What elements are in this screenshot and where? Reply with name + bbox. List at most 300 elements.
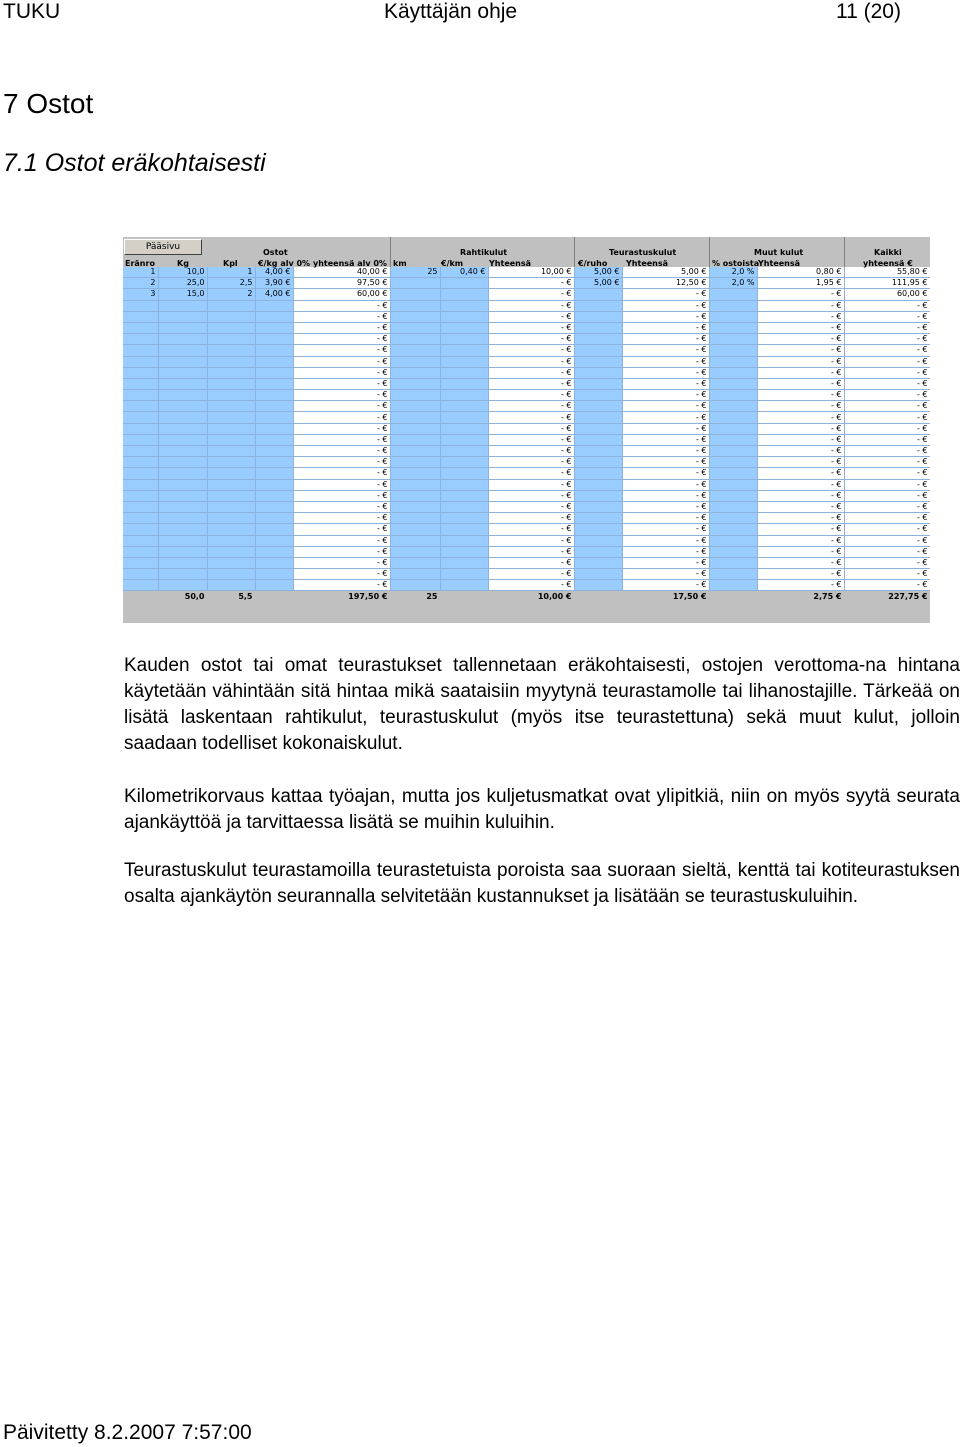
table-cell[interactable]: [255, 479, 293, 490]
table-cell[interactable]: - €: [293, 378, 390, 389]
table-cell[interactable]: [709, 345, 757, 356]
table-cell[interactable]: 0,40 €: [440, 267, 488, 278]
table-cell[interactable]: - €: [844, 390, 930, 401]
table-cell[interactable]: - €: [488, 334, 574, 345]
table-cell[interactable]: - €: [622, 289, 709, 300]
table-cell[interactable]: [207, 401, 255, 412]
table-cell[interactable]: - €: [844, 490, 930, 501]
table-cell[interactable]: - €: [293, 490, 390, 501]
table-cell[interactable]: [158, 378, 207, 389]
table-cell[interactable]: - €: [293, 390, 390, 401]
table-cell[interactable]: - €: [293, 468, 390, 479]
table-cell[interactable]: [207, 300, 255, 311]
table-cell[interactable]: [123, 501, 158, 512]
table-cell[interactable]: [123, 390, 158, 401]
table-cell[interactable]: 55,80 €: [844, 267, 930, 278]
table-cell[interactable]: [123, 580, 158, 591]
table-cell[interactable]: [158, 535, 207, 546]
table-cell[interactable]: - €: [488, 479, 574, 490]
table-cell[interactable]: - €: [488, 278, 574, 289]
table-cell[interactable]: - €: [293, 524, 390, 535]
table-cell[interactable]: [709, 513, 757, 524]
table-cell[interactable]: [255, 580, 293, 591]
table-cell[interactable]: - €: [757, 580, 844, 591]
table-cell[interactable]: [574, 390, 622, 401]
table-cell[interactable]: 2: [207, 289, 255, 300]
table-cell[interactable]: [440, 490, 488, 501]
table-cell[interactable]: - €: [757, 390, 844, 401]
table-cell[interactable]: [574, 311, 622, 322]
table-cell[interactable]: [255, 423, 293, 434]
table-cell[interactable]: - €: [622, 434, 709, 445]
table-cell[interactable]: - €: [757, 501, 844, 512]
table-cell[interactable]: - €: [757, 513, 844, 524]
table-cell[interactable]: [255, 546, 293, 557]
table-cell[interactable]: [207, 501, 255, 512]
table-cell[interactable]: [255, 378, 293, 389]
table-cell[interactable]: - €: [622, 490, 709, 501]
table-cell[interactable]: - €: [622, 356, 709, 367]
table-cell[interactable]: [390, 457, 440, 468]
table-cell[interactable]: [255, 356, 293, 367]
table-cell[interactable]: - €: [622, 479, 709, 490]
table-cell[interactable]: [207, 378, 255, 389]
table-cell[interactable]: [440, 524, 488, 535]
table-cell[interactable]: [207, 513, 255, 524]
table-cell[interactable]: - €: [488, 468, 574, 479]
table-cell[interactable]: [390, 569, 440, 580]
table-cell[interactable]: [440, 468, 488, 479]
table-cell[interactable]: [123, 345, 158, 356]
table-cell[interactable]: [207, 345, 255, 356]
table-cell[interactable]: [207, 524, 255, 535]
table-cell[interactable]: [574, 557, 622, 568]
table-cell[interactable]: - €: [844, 434, 930, 445]
table-cell[interactable]: 2,0 %: [709, 267, 757, 278]
table-cell[interactable]: 1: [123, 267, 158, 278]
table-cell[interactable]: [390, 479, 440, 490]
table-cell[interactable]: - €: [622, 513, 709, 524]
table-cell[interactable]: - €: [844, 446, 930, 457]
table-cell[interactable]: [255, 457, 293, 468]
table-cell[interactable]: [709, 490, 757, 501]
table-cell[interactable]: - €: [757, 479, 844, 490]
table-cell[interactable]: - €: [622, 535, 709, 546]
table-cell[interactable]: [158, 513, 207, 524]
table-cell[interactable]: [158, 334, 207, 345]
table-cell[interactable]: [390, 468, 440, 479]
table-cell[interactable]: [574, 378, 622, 389]
table-cell[interactable]: - €: [757, 524, 844, 535]
table-cell[interactable]: - €: [293, 513, 390, 524]
table-cell[interactable]: - €: [844, 334, 930, 345]
table-cell[interactable]: [390, 446, 440, 457]
table-cell[interactable]: - €: [757, 423, 844, 434]
table-cell[interactable]: - €: [757, 356, 844, 367]
table-cell[interactable]: [709, 569, 757, 580]
table-cell[interactable]: [158, 524, 207, 535]
table-cell[interactable]: - €: [488, 501, 574, 512]
table-cell[interactable]: [123, 524, 158, 535]
table-cell[interactable]: - €: [622, 300, 709, 311]
table-cell[interactable]: - €: [488, 311, 574, 322]
table-cell[interactable]: [574, 334, 622, 345]
table-cell[interactable]: [574, 434, 622, 445]
table-cell[interactable]: - €: [488, 390, 574, 401]
table-cell[interactable]: [390, 378, 440, 389]
table-cell[interactable]: [255, 390, 293, 401]
table-cell[interactable]: [440, 311, 488, 322]
table-cell[interactable]: [440, 501, 488, 512]
table-cell[interactable]: [255, 524, 293, 535]
table-cell[interactable]: [709, 546, 757, 557]
table-cell[interactable]: - €: [622, 412, 709, 423]
table-cell[interactable]: - €: [757, 569, 844, 580]
table-cell[interactable]: - €: [844, 378, 930, 389]
table-cell[interactable]: [207, 334, 255, 345]
table-cell[interactable]: - €: [622, 345, 709, 356]
table-cell[interactable]: [255, 401, 293, 412]
table-cell[interactable]: [123, 423, 158, 434]
table-cell[interactable]: 12,50 €: [622, 278, 709, 289]
table-cell[interactable]: 3,90 €: [255, 278, 293, 289]
table-cell[interactable]: [440, 580, 488, 591]
table-cell[interactable]: - €: [844, 513, 930, 524]
table-cell[interactable]: - €: [488, 557, 574, 568]
table-cell[interactable]: [440, 434, 488, 445]
table-cell[interactable]: - €: [488, 345, 574, 356]
table-cell[interactable]: [709, 300, 757, 311]
table-cell[interactable]: [574, 300, 622, 311]
table-cell[interactable]: [207, 390, 255, 401]
table-cell[interactable]: [574, 367, 622, 378]
table-cell[interactable]: - €: [488, 569, 574, 580]
table-cell[interactable]: [207, 412, 255, 423]
table-cell[interactable]: [123, 468, 158, 479]
table-cell[interactable]: - €: [622, 322, 709, 333]
table-cell[interactable]: [207, 356, 255, 367]
table-cell[interactable]: [207, 446, 255, 457]
table-cell[interactable]: [255, 569, 293, 580]
table-cell[interactable]: - €: [622, 546, 709, 557]
table-cell[interactable]: - €: [844, 367, 930, 378]
table-cell[interactable]: [158, 479, 207, 490]
table-cell[interactable]: [123, 557, 158, 568]
table-cell[interactable]: 5,00 €: [622, 267, 709, 278]
table-cell[interactable]: [390, 535, 440, 546]
table-cell[interactable]: [709, 401, 757, 412]
table-cell[interactable]: 25: [390, 267, 440, 278]
table-cell[interactable]: [709, 468, 757, 479]
table-cell[interactable]: - €: [844, 479, 930, 490]
table-cell[interactable]: [158, 390, 207, 401]
table-cell[interactable]: [158, 457, 207, 468]
table-cell[interactable]: 60,00 €: [293, 289, 390, 300]
table-cell[interactable]: [390, 311, 440, 322]
table-cell[interactable]: [440, 367, 488, 378]
table-cell[interactable]: [158, 300, 207, 311]
table-cell[interactable]: [123, 546, 158, 557]
table-cell[interactable]: - €: [844, 300, 930, 311]
table-cell[interactable]: - €: [293, 501, 390, 512]
table-cell[interactable]: [207, 434, 255, 445]
table-cell[interactable]: [709, 501, 757, 512]
table-cell[interactable]: [440, 423, 488, 434]
table-cell[interactable]: - €: [622, 401, 709, 412]
table-cell[interactable]: - €: [844, 322, 930, 333]
table-cell[interactable]: [574, 580, 622, 591]
table-cell[interactable]: - €: [844, 401, 930, 412]
table-cell[interactable]: [390, 490, 440, 501]
table-cell[interactable]: - €: [622, 311, 709, 322]
table-cell[interactable]: - €: [757, 367, 844, 378]
table-cell[interactable]: [158, 501, 207, 512]
table-cell[interactable]: - €: [844, 412, 930, 423]
table-cell[interactable]: [207, 535, 255, 546]
paasivu-button[interactable]: Pääsivu: [124, 239, 202, 255]
table-cell[interactable]: - €: [293, 535, 390, 546]
table-cell[interactable]: [158, 468, 207, 479]
table-cell[interactable]: [158, 322, 207, 333]
table-cell[interactable]: [440, 322, 488, 333]
table-cell[interactable]: [123, 457, 158, 468]
table-cell[interactable]: [123, 569, 158, 580]
table-cell[interactable]: [158, 423, 207, 434]
table-cell[interactable]: [207, 322, 255, 333]
table-cell[interactable]: [390, 423, 440, 434]
table-cell[interactable]: [255, 501, 293, 512]
table-cell[interactable]: - €: [293, 345, 390, 356]
table-cell[interactable]: - €: [622, 390, 709, 401]
table-cell[interactable]: - €: [844, 356, 930, 367]
table-cell[interactable]: [709, 524, 757, 535]
table-cell[interactable]: - €: [488, 412, 574, 423]
table-cell[interactable]: - €: [293, 457, 390, 468]
table-cell[interactable]: [123, 513, 158, 524]
table-cell[interactable]: [207, 367, 255, 378]
table-cell[interactable]: - €: [757, 457, 844, 468]
table-cell[interactable]: - €: [293, 356, 390, 367]
table-cell[interactable]: - €: [757, 289, 844, 300]
table-cell[interactable]: - €: [622, 378, 709, 389]
table-cell[interactable]: - €: [844, 311, 930, 322]
table-cell[interactable]: - €: [844, 423, 930, 434]
table-cell[interactable]: 15,0: [158, 289, 207, 300]
table-cell[interactable]: [709, 378, 757, 389]
table-cell[interactable]: [207, 479, 255, 490]
table-cell[interactable]: [158, 401, 207, 412]
table-cell[interactable]: [207, 457, 255, 468]
table-cell[interactable]: [123, 300, 158, 311]
table-cell[interactable]: [158, 356, 207, 367]
table-cell[interactable]: [709, 356, 757, 367]
table-cell[interactable]: [709, 390, 757, 401]
table-cell[interactable]: - €: [757, 546, 844, 557]
table-cell[interactable]: [207, 546, 255, 557]
table-cell[interactable]: [574, 524, 622, 535]
table-cell[interactable]: [440, 289, 488, 300]
table-cell[interactable]: [255, 468, 293, 479]
table-cell[interactable]: - €: [488, 580, 574, 591]
table-cell[interactable]: 40,00 €: [293, 267, 390, 278]
table-cell[interactable]: - €: [488, 535, 574, 546]
table-cell[interactable]: 3: [123, 289, 158, 300]
table-cell[interactable]: - €: [488, 546, 574, 557]
table-cell[interactable]: [390, 513, 440, 524]
table-cell[interactable]: - €: [293, 580, 390, 591]
table-cell[interactable]: 25,0: [158, 278, 207, 289]
table-cell[interactable]: [440, 300, 488, 311]
table-cell[interactable]: [123, 446, 158, 457]
table-cell[interactable]: [440, 334, 488, 345]
table-cell[interactable]: - €: [488, 513, 574, 524]
table-cell[interactable]: - €: [757, 311, 844, 322]
table-cell[interactable]: [158, 345, 207, 356]
table-cell[interactable]: [440, 513, 488, 524]
table-cell[interactable]: [390, 412, 440, 423]
table-cell[interactable]: - €: [293, 412, 390, 423]
table-cell[interactable]: - €: [622, 569, 709, 580]
table-cell[interactable]: 2: [123, 278, 158, 289]
table-cell[interactable]: 1: [207, 267, 255, 278]
table-cell[interactable]: [574, 345, 622, 356]
table-cell[interactable]: [158, 557, 207, 568]
table-cell[interactable]: [440, 557, 488, 568]
table-cell[interactable]: [123, 479, 158, 490]
table-cell[interactable]: [390, 367, 440, 378]
table-cell[interactable]: [207, 569, 255, 580]
table-cell[interactable]: [123, 334, 158, 345]
table-cell[interactable]: [574, 457, 622, 468]
table-cell[interactable]: 4,00 €: [255, 267, 293, 278]
table-cell[interactable]: - €: [293, 322, 390, 333]
table-cell[interactable]: [440, 378, 488, 389]
table-cell[interactable]: [158, 546, 207, 557]
table-cell[interactable]: [574, 569, 622, 580]
table-cell[interactable]: [255, 446, 293, 457]
table-cell[interactable]: - €: [844, 580, 930, 591]
table-cell[interactable]: [709, 557, 757, 568]
table-cell[interactable]: - €: [293, 569, 390, 580]
table-cell[interactable]: [123, 535, 158, 546]
table-cell[interactable]: [158, 311, 207, 322]
table-cell[interactable]: - €: [757, 434, 844, 445]
table-cell[interactable]: [440, 457, 488, 468]
table-cell[interactable]: - €: [293, 334, 390, 345]
table-cell[interactable]: - €: [757, 401, 844, 412]
table-cell[interactable]: [709, 479, 757, 490]
table-cell[interactable]: [158, 569, 207, 580]
table-cell[interactable]: [574, 513, 622, 524]
table-cell[interactable]: - €: [622, 367, 709, 378]
table-cell[interactable]: [574, 289, 622, 300]
table-cell[interactable]: [574, 322, 622, 333]
table-cell[interactable]: [255, 334, 293, 345]
table-cell[interactable]: [255, 557, 293, 568]
table-cell[interactable]: - €: [488, 322, 574, 333]
table-cell[interactable]: [390, 289, 440, 300]
table-cell[interactable]: - €: [293, 300, 390, 311]
table-cell[interactable]: [574, 412, 622, 423]
table-cell[interactable]: [709, 334, 757, 345]
table-cell[interactable]: [390, 300, 440, 311]
table-cell[interactable]: - €: [622, 524, 709, 535]
table-cell[interactable]: [123, 311, 158, 322]
table-cell[interactable]: [574, 468, 622, 479]
table-cell[interactable]: - €: [293, 479, 390, 490]
table-cell[interactable]: - €: [757, 334, 844, 345]
table-cell[interactable]: [574, 423, 622, 434]
table-cell[interactable]: - €: [844, 569, 930, 580]
table-cell[interactable]: - €: [844, 535, 930, 546]
table-cell[interactable]: [709, 457, 757, 468]
table-cell[interactable]: [123, 412, 158, 423]
table-cell[interactable]: [207, 490, 255, 501]
table-cell[interactable]: - €: [293, 311, 390, 322]
table-cell[interactable]: [158, 580, 207, 591]
table-cell[interactable]: [709, 535, 757, 546]
table-cell[interactable]: [574, 446, 622, 457]
table-cell[interactable]: [390, 390, 440, 401]
table-cell[interactable]: [440, 546, 488, 557]
table-cell[interactable]: [440, 278, 488, 289]
table-cell[interactable]: - €: [293, 423, 390, 434]
table-cell[interactable]: - €: [844, 457, 930, 468]
table-cell[interactable]: [207, 423, 255, 434]
table-cell[interactable]: [574, 535, 622, 546]
table-cell[interactable]: [390, 501, 440, 512]
table-cell[interactable]: 10,00 €: [488, 267, 574, 278]
table-cell[interactable]: [255, 535, 293, 546]
table-cell[interactable]: [709, 434, 757, 445]
table-cell[interactable]: [390, 334, 440, 345]
table-cell[interactable]: - €: [757, 557, 844, 568]
table-cell[interactable]: [440, 345, 488, 356]
table-cell[interactable]: - €: [757, 468, 844, 479]
table-cell[interactable]: - €: [293, 367, 390, 378]
table-cell[interactable]: - €: [622, 457, 709, 468]
table-cell[interactable]: - €: [622, 423, 709, 434]
table-cell[interactable]: [390, 580, 440, 591]
table-cell[interactable]: [440, 569, 488, 580]
table-cell[interactable]: [207, 311, 255, 322]
table-cell[interactable]: - €: [757, 378, 844, 389]
table-cell[interactable]: [574, 490, 622, 501]
table-cell[interactable]: [709, 367, 757, 378]
table-cell[interactable]: [440, 446, 488, 457]
table-cell[interactable]: 0,80 €: [757, 267, 844, 278]
table-cell[interactable]: [123, 401, 158, 412]
table-cell[interactable]: [255, 300, 293, 311]
table-cell[interactable]: 97,50 €: [293, 278, 390, 289]
table-cell[interactable]: - €: [293, 401, 390, 412]
table-cell[interactable]: [158, 446, 207, 457]
table-cell[interactable]: [158, 490, 207, 501]
table-cell[interactable]: 5,00 €: [574, 267, 622, 278]
table-cell[interactable]: - €: [757, 322, 844, 333]
table-cell[interactable]: - €: [622, 468, 709, 479]
table-cell[interactable]: [574, 501, 622, 512]
table-cell[interactable]: - €: [488, 378, 574, 389]
table-cell[interactable]: - €: [488, 490, 574, 501]
table-cell[interactable]: [255, 412, 293, 423]
table-cell[interactable]: - €: [757, 345, 844, 356]
table-cell[interactable]: - €: [622, 501, 709, 512]
table-cell[interactable]: [390, 278, 440, 289]
table-cell[interactable]: - €: [488, 434, 574, 445]
table-cell[interactable]: [158, 434, 207, 445]
table-cell[interactable]: [207, 468, 255, 479]
